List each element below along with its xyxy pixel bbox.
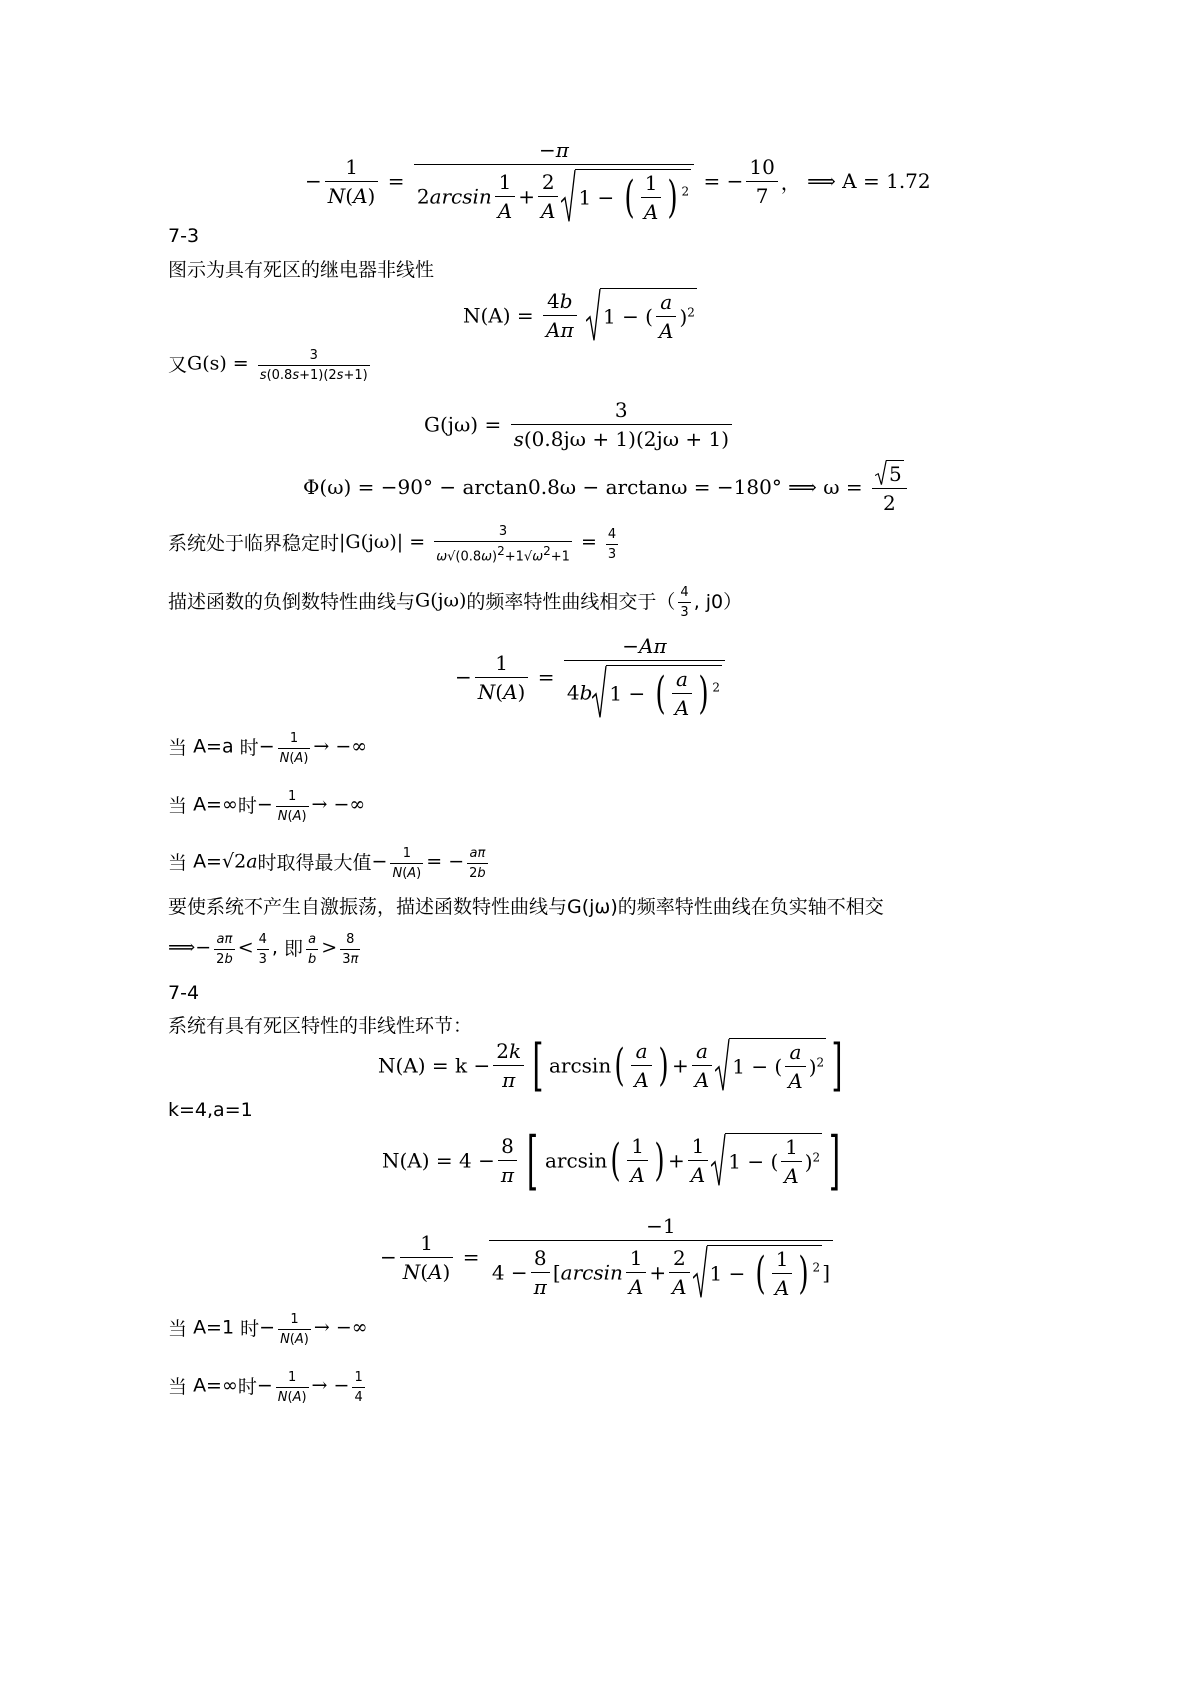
section-heading-7-3: 7-3 bbox=[168, 225, 200, 247]
result-A: ⟹ A = 1.72 bbox=[807, 169, 931, 193]
case-A-equals-a: 当 A=a 时− $\frac{1}{N(A)}$ → −∞ bbox=[168, 731, 368, 766]
paragraph-no-oscillation: 要使系统不产生自激振荡，描述函数特性曲线与G(jω)的频率特性曲线在负实轴不相交 bbox=[168, 896, 884, 918]
equation-neg-inverse-relay: − $\frac{1}{N(A)}$ = −Aπ 4b 1 − ( $\frac{a}{A}$ ) $^2$ bbox=[455, 634, 728, 720]
parameters: k=4,a=1 bbox=[168, 1099, 253, 1121]
equation-G-jw: G(jω) = $\frac{3}{s(0.8j\omega + 1)(2j\omega + 1)}$ bbox=[424, 398, 735, 451]
equation-top: − $\frac{1}{N(A)}$ = −π 2arcsin $\frac{1}{A}$ + $\frac{2}{A}$ 1 − ( $\frac{1}{A}$ ) $^2$ = − $\frac{10}{7}$ ， ⟹ A = 1.72 bbox=[305, 138, 931, 224]
equation-neg-inverse-deadzone: − $\frac{1}{N(A)}$ = −1 4 − $\frac{8}{\pi}$ [arcsin $\frac{1}{A}$ + $\frac{2}{A}$ 1 − ( $\frac{1}{A}$ ) $^2$ ] bbox=[380, 1214, 836, 1300]
case-A-max: 当 A=√2a时取得最大值− $\frac{1}{N(A)}$ = − $\frac{a\pi}{2b}$ bbox=[168, 846, 486, 881]
case-A-infinity: 当 A=∞时− $\frac{1}{N(A)}$ → −∞ bbox=[168, 789, 366, 824]
paragraph-intersection: 描述函数的负倒数特性曲线与G(jω)的频率特性曲线相交于（ $\frac{4}{3}$ , j0） bbox=[168, 585, 743, 620]
case-A-equals-1: 当 A=1 时− $\frac{1}{N(A)}$ → −∞ bbox=[168, 1312, 368, 1347]
section-heading-7-4: 7-4 bbox=[168, 982, 200, 1004]
equation-N-A-deadzone: N(A) = k − $\frac{2k}{\pi}$ [ arcsin( $\frac{a}{A}$ ) + $\frac{a}{A}$ 1 − ( $\frac{a}{A}$ )$^2$ ] bbox=[378, 1032, 843, 1098]
paragraph-deadzone-nonlinear: 系统有具有死区特性的非线性环节： bbox=[168, 1015, 473, 1037]
equation-N-A-relay: N(A) = $\frac{4b}{A\pi}$ 1 − ( $\frac{a}{A}$ )$^2$ bbox=[463, 289, 695, 343]
paragraph-G-s: 又G(s) = $\frac{3}{s(0.8s+1)(2s+1)}$ bbox=[168, 348, 368, 383]
paragraph-deadzone-relay: 图示为具有死区的继电器非线性 bbox=[168, 259, 435, 281]
paragraph-critical: 系统处于临界稳定时|G(jω)| = $\frac{3}{\omega√(0.8\omega)^2+1√\omega^2+1}$ = $\frac{4}{3}$ bbox=[168, 524, 617, 565]
equation-phase: Φ(ω) = −90° − arctan0.8ω − arctanω = −180° ⟹ ω = $\frac{5}{2}$ bbox=[303, 459, 910, 515]
condition-inequality: ⟹− $\frac{a\pi}{2b}$ < $\frac{4}{3}$ , 即 $\frac{a}{b}$ > $\frac{8}{3\pi}$ bbox=[168, 932, 359, 967]
case-A-infinity-2: 当 A=∞时− $\frac{1}{N(A)}$ → − $\frac{1}{4}$ bbox=[168, 1370, 363, 1405]
equation-N-A-k4: N(A) = 4 − $\frac{8}{\pi}$ [ arcsin( $\frac{1}{A}$ ) + $\frac{1}{A}$ 1 − ( $\frac{1}{A}$ )$^2$ ] bbox=[382, 1123, 841, 1198]
